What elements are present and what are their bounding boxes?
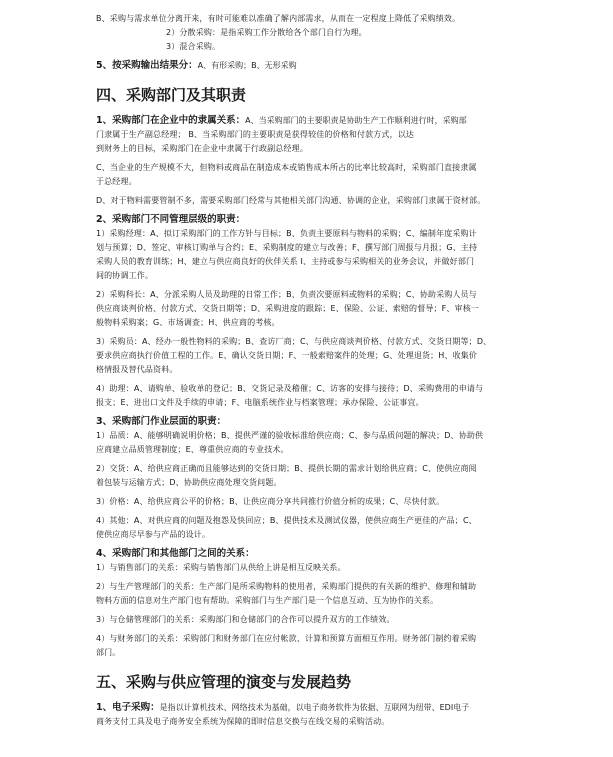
- text-line: 3）与仓储管理部门的关系：采购部门和仓储部门的合作可以提升双方的工作绩效。: [96, 615, 395, 624]
- section-title-4: 四、采购部门及其职责: [96, 86, 247, 104]
- subheading-output-result: [96, 58, 583, 73]
- subheading-text: A、当采购部门的主要职责是协助生产工作顺利进行时，采购部: [245, 116, 467, 125]
- text-line: 3）采购员：A、经办一般性物料的采购；B、查访厂商；C、与供应商谈判价格、付款方式、交货日期等；D、: [96, 337, 492, 346]
- text-line: 1）品质：A、能够明确说明价格；B、提供严谨的验收标准给供应商；C、参与品质问题的解决；D、协助供: [96, 431, 484, 440]
- text-line: 部门。: [96, 648, 121, 657]
- subheading-text: 是指以计算机技术、网络技术为基础，以电子商务软件为依据、互联网为纽带、EDI电子: [159, 703, 470, 712]
- text-line: 2）交货：A、给供应商正确而且能够达到的交货日期；B、提供长期的需求计划给供应商；C、使供应商阅: [96, 464, 477, 473]
- text-line: 4）与财务部门的关系：采购部门和财务部门在应付帐款、计算和预算方面相互作用。财务部门制约着采购: [96, 634, 477, 643]
- text-line: 2）采购科长：A、分派采购人员及助理的日常工作；B、负责次要原料或物料的采购；C、协助采购人员与: [96, 290, 477, 299]
- text-line: 1）采购经理：A、拟订采购部门的工作方针与目标；B、负责主要原料与物料的采购；C、编制年度采购计: [96, 229, 477, 238]
- text-line: B、采购与需求单位分离开来，有时可能难以准确了解内部需求，从而在一定程度上降低了采购绩效。: [96, 14, 461, 23]
- subheading-department-relations: [96, 546, 583, 561]
- text-line: 划与预算；D、签定、审核订购单与合约；E、采购制度的建立与改善；F、撰写部门周报与月报；G、主持: [96, 243, 478, 252]
- text-line: 3）价格：A、给供应商公平的价格；B、让供应商分享共同推行价值分析的成果；C、尽快付款。: [96, 497, 445, 506]
- text-line: 2）分散采购：是指采购工作分散给各个部门自行为理。: [166, 28, 367, 37]
- subheading-operation-duties: [96, 414, 583, 429]
- text-line: 采购人员的教育训练；H、建立与供应商良好的伙伴关系 I、主持或参与采购相关的业务会议，并做好部门: [96, 257, 475, 266]
- text-line: 报支；E、进出口文件及手续的申请；F、电脑系统作业与档案管理；承办保险、公证事宜。: [96, 398, 424, 407]
- subheading-label: 3、采购部门作业层面的职责：: [96, 416, 227, 427]
- text-line: D、对于物料需要管制不多，需要采购部门经常与其他相关部门沟通、协调的企业，采购部门隶属于资材部。: [96, 196, 486, 205]
- subheading-e-procurement: [96, 700, 583, 715]
- text-line: 门隶属于生产副总经理； B、当采购部门的主要职责是获得较佳的价格和付款方式，以达: [96, 130, 415, 139]
- text-line: 供应商谈判价格、付款方式、交货日期等；D、采购进度的跟踪；E、保险、公证、索赔的督导；F、审核一: [96, 304, 480, 313]
- text-line: 4）助理：A、请购单、验收单的登记；B、交货记录及稽催；C、访客的安排与接待；D、采购费用的申请与: [96, 384, 484, 393]
- text-line: 格情报及替代品资料。: [96, 365, 178, 374]
- text-line: 1）与销售部门的关系：采购与销售部门从供给上讲是相互反映关系。: [96, 563, 346, 572]
- subheading-affiliation: [96, 113, 583, 128]
- subheading-label: 1、采购部门在企业中的隶属关系：: [96, 115, 246, 126]
- text-line: 3）混合采购。: [166, 42, 221, 51]
- text-line: 商务支付工具及电子商务安全系统为保障的即时信息交换与在线交易的采购活动。: [96, 717, 390, 726]
- text-line: 2）与生产管理部门的关系：生产部门是所采购物料的使用者，采购部门提供的有关新的维护、修理和辅助: [96, 582, 477, 591]
- text-line: 般物料采购案；G、市场调查；H、供应商的考核。: [96, 318, 280, 327]
- text-line: C、当企业的生产规模不大，但物料或商品在制造成本或销售成本所占的比率比较高时，采购部门直接隶属: [96, 163, 477, 172]
- subheading-label: 4、采购部门和其他部门之间的关系：: [96, 548, 255, 559]
- subheading-text: A、有形采购；B、无形采购: [197, 61, 297, 70]
- subheading-label: 5、按采购输出结果分：: [96, 60, 198, 71]
- text-line: 于总经理。: [96, 177, 137, 186]
- section-title-5: 五、采购与供应管理的演变与发展趋势: [96, 673, 352, 691]
- text-line: 物料方面的信息对生产部门也有帮助。采购部门与生产部门是一个信息互动、互为协作的关系。: [96, 596, 439, 605]
- subheading-level-duties: [96, 212, 583, 227]
- text-line: 着包装与运输方式；D、协助供应商处理交货问题。: [96, 478, 282, 487]
- text-line: 要求供应商执行价值工程的工作。E、确认交货日期；F、一般索赔案件的处理；G、处理退货；H、收集价: [96, 351, 478, 360]
- text-line: 4）其他：A、对供应商的问题及抱怨及快回应；B、提供技术及测试仪器，使供应商生产更佳的产品；C、: [96, 516, 477, 525]
- text-line: 间的协调工作。: [96, 271, 154, 280]
- text-line: 应商建立品质管理制度；E、尊重供应商的专业技术。: [96, 445, 289, 454]
- subheading-label: 1、电子采购：: [96, 702, 160, 713]
- subheading-label: 2、采购部门不同管理层级的职责：: [96, 214, 246, 225]
- text-line: 到财务上的目标，采购部门在企业中隶属于行政副总经理。: [96, 144, 308, 153]
- text-line: 使供应商尽早参与产品的设计。: [96, 530, 211, 539]
